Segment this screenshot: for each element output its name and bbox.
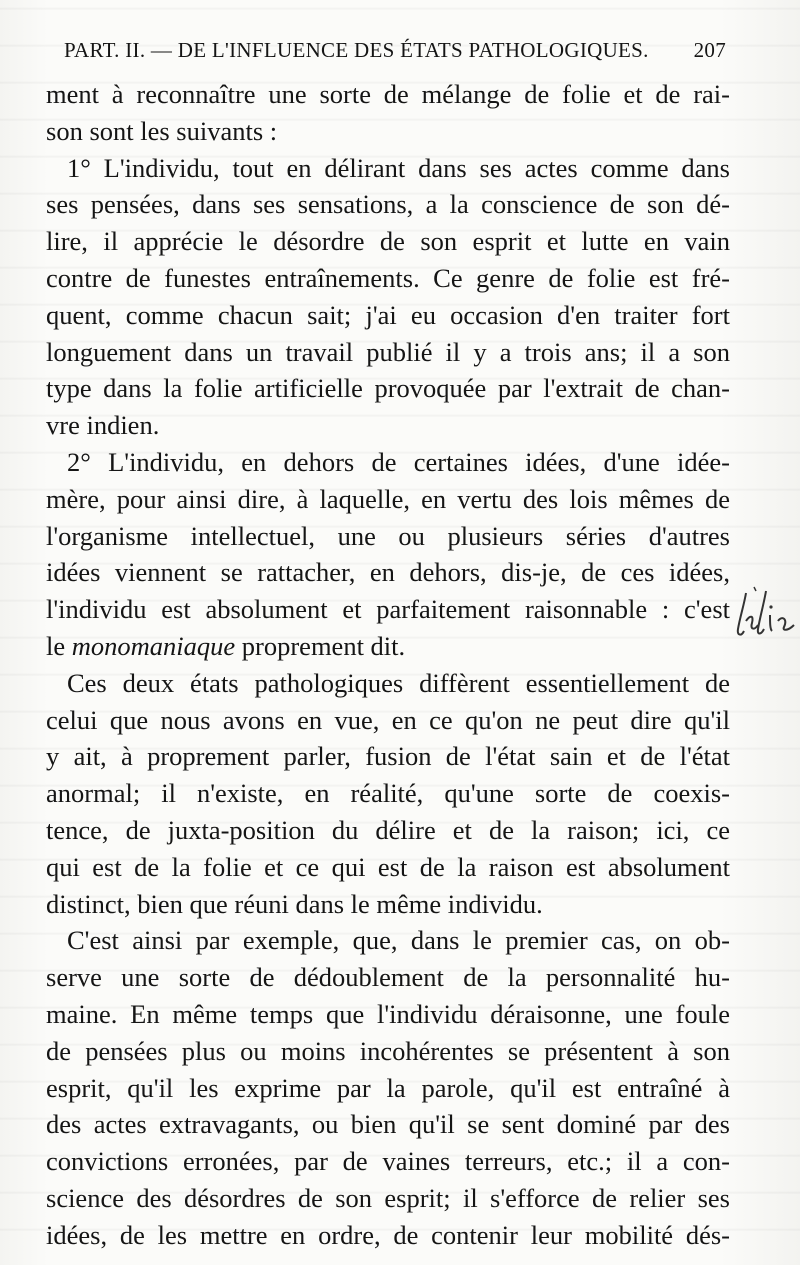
text-line-segment: l'organisme intellectuel, une ou plusieurs séries d'autres [46,520,730,551]
text-line [46,702,730,739]
text-line [46,886,730,923]
text-line-segment: mère, pour ainsi dire, à laquelle, en vertu des lois mêmes de [46,483,730,514]
text-line-segment: qui est de la folie et ce qui est de la raison est absolument [46,851,730,882]
text-line-segment: le [46,630,72,661]
text-line-segment: C'est ainsi par exemple, que, dans le premier cas, on ob- [67,925,730,956]
page-number: 207 [693,38,726,62]
text-line-segment: idées viennent se rattacher, en dehors, dis-je, de ces idées, [46,557,730,588]
text-line [46,1033,730,1070]
text-line [46,738,730,775]
text-line-segment: 2° L'individu, en dehors de certaines idées, d'une idée- [67,446,730,477]
text-line [46,1217,730,1254]
text-line [46,1070,730,1107]
body-text [46,76,730,1254]
text-line-segment: Ces deux états pathologiques diffèrent essentiellement de [67,667,730,698]
text-line [46,959,730,996]
text-line [46,260,730,297]
text-line [46,849,730,886]
text-line [46,591,730,628]
text-line-segment: anormal; il n'existe, en réalité, qu'une sorte de coexis- [46,778,730,809]
text-line [46,922,730,959]
text-line-segment: son sont les suivants : [46,115,278,146]
text-line-segment: celui que nous avons en vue, en ce qu'on ne peut dire qu'il [46,704,730,735]
text-line-segment: des actes extravagants, ou bien qu'il se sent dominé par des [46,1109,730,1140]
text-line-segment: de pensées plus ou moins incohérentes se présentent à son [46,1035,730,1066]
text-line [46,297,730,334]
italic-term: monomaniaque [71,630,236,661]
text-line [46,518,730,555]
text-line-segment: convictions erronées, par de vaines terreurs, etc.; il a con- [46,1146,730,1177]
text-line [46,775,730,812]
text-line-segment: contre de funestes entraînements. Ce genre de folie est fré- [46,262,730,293]
text-line [46,76,730,113]
text-line-segment: longuement dans un travail publié il y a trois ans; il a son [46,336,730,367]
text-line-segment: ment à reconnaître une sorte de mélange de folie et de rai- [46,79,730,109]
text-line-segment: y ait, à proprement parler, fusion de l'état sain et de l'état [46,741,730,772]
text-line [46,812,730,849]
running-head [64,38,726,68]
text-line-segment: esprit, qu'il les exprime par la parole, qu'il est entraîné à [46,1072,730,1103]
text-line-segment: quent, comme chacun sait; j'ai eu occasion d'en traiter fort [46,299,730,330]
text-line-segment: science des désordres de son esprit; il s'efforce de relier ses [46,1182,730,1213]
text-line-segment: 1° L'individu, tout en délirant dans ses actes comme dans [67,152,730,183]
text-line-segment: tence, de juxta-position du délire et de la raison; ici, ce [46,814,730,845]
text-line [46,665,730,702]
text-line [46,113,730,150]
text-line [46,370,730,407]
text-line [46,628,730,665]
text-line [46,334,730,371]
text-line [46,1106,730,1143]
text-line-segment: type dans la folie artificielle provoquée par l'extrait de chan- [46,373,730,404]
text-line [46,223,730,260]
handwritten-margin-note [732,585,800,645]
text-line [46,150,730,187]
text-line-segment: lire, il apprécie le désordre de son esprit et lutte en vain [46,226,730,257]
text-line [46,1143,730,1180]
text-line-segment: vre indien. [46,410,160,441]
text-line [46,996,730,1033]
text-line [46,481,730,518]
text-line-segment: l'individu est absolument et parfaitement raisonnable : c'est [46,594,730,625]
text-line [46,1180,730,1217]
text-line [46,444,730,481]
text-line-segment: serve une sorte de dédoublement de la personnalité hu- [46,962,730,993]
text-line [46,186,730,223]
running-head-title: PART. II. — DE L'INFLUENCE DES ÉTATS PATHOLOGIQUES. [64,38,649,62]
text-line-segment: maine. En même temps que l'individu déraisonne, une foule [46,998,730,1029]
text-line-segment: distinct, bien que réuni dans le même individu. [46,888,543,919]
text-line [46,554,730,591]
text-line-segment: proprement dit. [235,630,406,661]
text-line-segment: idées, de les mettre en ordre, de contenir leur mobilité dés- [46,1219,730,1250]
text-line [46,407,730,444]
text-line-segment: ses pensées, dans ses sensations, a la conscience de son dé- [46,189,730,220]
